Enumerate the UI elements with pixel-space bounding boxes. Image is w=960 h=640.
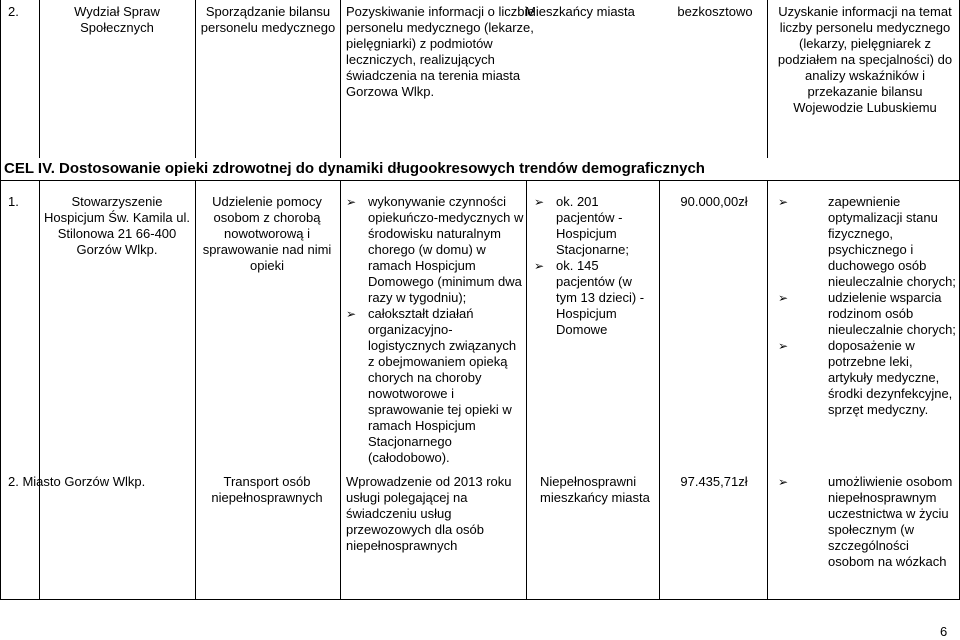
arrow-bullet-icon: ➢ (778, 291, 789, 305)
list-item-text: doposażenie w potrzebne leki, artykuły medyczne, środki dezynfekcyjne, sprzęt medyczny. (828, 338, 953, 417)
recipients-list (534, 194, 656, 338)
task-cell: Udzielenie pomocy osobom z chorobą nowotworową i sprawowanie nad nimi opieki (202, 194, 332, 273)
grid-line (39, 180, 40, 600)
list-item-text: ok. 201 pacjentów - Hospicjum Stacjonarne; (556, 194, 629, 257)
entity-name: Miasto Gorzów Wlkp. (22, 474, 146, 489)
list-item (534, 194, 656, 258)
cost-cell: bezkosztowo (677, 4, 753, 19)
task-cell: Transport osób niepełnosprawnych (211, 474, 323, 505)
method-cell: Pozyskiwanie informacji o liczbie personelu medycznego (lekarze, pielęgniarki) z podmiotów leczniczych, realizujących świadczenia na terenia miasta Gorzowa Wlkp. (346, 4, 535, 99)
grid-line (195, 0, 196, 158)
row-number: 1. (8, 194, 19, 209)
task-cell: Sporządzanie bilansu personelu medycznego (200, 4, 336, 35)
list-item-text: udzielenie wsparcia rodzinom osób nieuleczalnie chorych; (828, 290, 956, 337)
list-item (534, 258, 656, 338)
arrow-bullet-icon: ➢ (346, 307, 357, 321)
department-cell: Wydział Spraw Społecznych (74, 4, 160, 35)
list-item (778, 474, 956, 570)
list-item (778, 194, 956, 290)
grid-line (195, 180, 196, 600)
grid-line (0, 0, 1, 180)
list-item (778, 338, 956, 418)
page-number: 6 (940, 624, 948, 639)
effects-cell: Uzyskanie informacji na temat liczby personelu medycznego (lekarzy, pielęgniarek z podziałem na specjalności) do analizy wskaźników i przekazanie bilansu Wojewodzie Lubuskiemu (777, 4, 953, 115)
grid-line (767, 0, 768, 158)
entity-cell: Stowarzyszenie Hospicjum Św. Kamila ul. Stilonowa 21 66-400 Gorzów Wlkp. (44, 194, 190, 257)
recipients-cell (534, 194, 656, 338)
grid-line (340, 180, 341, 600)
grid-line (526, 180, 527, 600)
arrow-bullet-icon: ➢ (778, 195, 789, 209)
grid-line (0, 599, 960, 600)
list-item-text: zapewnienie optymalizacji stanu fizycznego, psychicznego i duchowego osób nieuleczalnie chorych; (828, 194, 956, 289)
list-item-text: całokształt działań organizacyjno-logistycznych związanych z obejmowaniem opieką chorych na choroby nowotworowe i sprawowanie tej opieki w ramach Hospicjum Stacjonarnego (całodobowo). (368, 306, 517, 465)
row-number: 2. (8, 474, 19, 489)
grid-line (340, 0, 341, 158)
list-item-text: ok. 145 pacjentów (w tym 13 dzieci) - Hospicjum Domowe (556, 258, 645, 337)
section-heading: CEL IV. Dostosowanie opieki zdrowotnej do dynamiki długookresowych trendów demograficznych (4, 160, 705, 177)
grid-line (659, 180, 660, 600)
grid-line (767, 180, 768, 600)
effects-list (778, 474, 956, 570)
arrow-bullet-icon: ➢ (346, 195, 357, 209)
activities-cell: Wprowadzenie od 2013 roku usługi polegającej na świadczeniu usług przewozowych dla osób niepełnosprawnych (346, 474, 512, 553)
recipients-cell: Mieszkańcy miasta (525, 4, 635, 19)
arrow-bullet-icon: ➢ (778, 339, 789, 353)
activities-cell (346, 194, 524, 466)
effects-cell (778, 194, 956, 418)
entity-cell (8, 474, 188, 490)
list-item-text: umożliwienie osobom niepełnosprawnym uczestnictwa w życiu społecznym (w szczególności osobom na wózkach (828, 474, 953, 569)
grid-line (39, 0, 40, 158)
effects-cell (778, 474, 956, 570)
cost-cell: 97.435,71zł (680, 474, 748, 489)
row-number: 2. (8, 4, 19, 19)
list-item (778, 290, 956, 338)
effects-list (778, 194, 956, 418)
list-item-text: wykonywanie czynności opiekuńczo-medycznych w środowisku naturalnym chorego (w domu) w ramach Hospicjum Domowego (minimum dwa razy w tygodniu); (368, 194, 524, 305)
recipients-cell: Niepełnosprawni mieszkańcy miasta (540, 474, 650, 505)
list-item (346, 306, 524, 466)
arrow-bullet-icon: ➢ (778, 475, 789, 489)
cost-cell: 90.000,00zł (680, 194, 748, 209)
grid-line (0, 180, 1, 600)
arrow-bullet-icon: ➢ (534, 195, 545, 209)
arrow-bullet-icon: ➢ (534, 259, 545, 273)
activities-list (346, 194, 524, 466)
grid-line (0, 180, 960, 181)
list-item (346, 194, 524, 306)
